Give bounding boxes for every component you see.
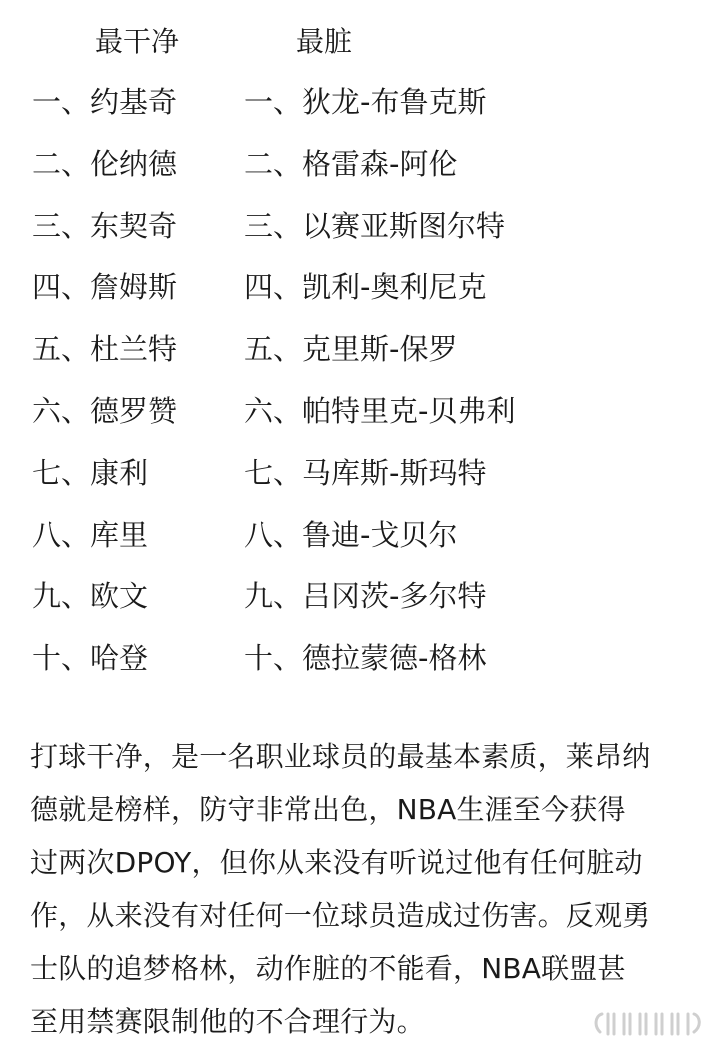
dirtiest-player: 二、格雷森-阿伦 bbox=[244, 146, 458, 181]
commentary-paragraph bbox=[30, 730, 696, 1048]
paragraph-line: 德就是榜样，防守非常出色，NBA生涯至今获得 bbox=[30, 793, 626, 826]
ranking-row bbox=[0, 513, 716, 575]
ranking-row bbox=[0, 451, 716, 513]
watermark-logo bbox=[586, 1002, 708, 1042]
header-dirtiest: 最脏 bbox=[296, 25, 353, 58]
paragraph-line: 士队的追梦格林，动作脏的不能看，NBA联盟甚 bbox=[30, 952, 626, 985]
cleanest-player: 一、约基奇 bbox=[32, 85, 178, 119]
column-headers bbox=[0, 22, 716, 62]
paragraph-line: 至用禁赛限制他的不合理行为。 bbox=[30, 1005, 425, 1038]
cleanest-player: 六、德罗赞 bbox=[32, 393, 178, 428]
dirtiest-player: 八、鲁迪-戈贝尔 bbox=[244, 517, 458, 552]
cleanest-player: 八、库里 bbox=[32, 517, 149, 552]
cleanest-player: 三、东契奇 bbox=[32, 208, 178, 243]
cleanest-player: 五、杜兰特 bbox=[32, 332, 178, 367]
dirtiest-player: 六、帕特里克-贝弗利 bbox=[244, 393, 516, 428]
ranking-row bbox=[0, 389, 716, 451]
cleanest-player: 二、伦纳德 bbox=[32, 146, 178, 181]
cleanest-player: 四、詹姆斯 bbox=[32, 270, 178, 305]
cleanest-player: 十、哈登 bbox=[32, 641, 149, 676]
ranking-list bbox=[0, 80, 716, 698]
cleanest-player: 七、康利 bbox=[32, 455, 149, 490]
ranking-row bbox=[0, 327, 716, 389]
ranking-row bbox=[0, 204, 716, 266]
dirtiest-player: 三、以赛亚斯图尔特 bbox=[244, 208, 506, 243]
dirtiest-player: 七、马库斯-斯玛特 bbox=[244, 455, 487, 490]
ranking-row bbox=[0, 80, 716, 142]
dirtiest-player: 十、德拉蒙德-格林 bbox=[244, 641, 487, 676]
ranking-row bbox=[0, 142, 716, 204]
paragraph-line: 打球干净，是一名职业球员的最基本素质，莱昂纳 bbox=[30, 740, 651, 773]
dirtiest-player: 一、狄龙-布鲁克斯 bbox=[244, 85, 487, 119]
paragraph-line: 作，从来没有对任何一位球员造成过伤害。反观勇 bbox=[30, 899, 651, 932]
paragraph-line: 过两次DPOY，但你从来没有听说过他有任何脏动 bbox=[30, 846, 643, 879]
ranking-row bbox=[0, 636, 716, 698]
dirtiest-player: 五、克里斯-保罗 bbox=[244, 332, 458, 367]
ranking-row bbox=[0, 574, 716, 636]
cleanest-player: 九、欧文 bbox=[32, 579, 149, 614]
dirtiest-player: 四、凯利-奥利尼克 bbox=[244, 270, 487, 305]
header-cleanest: 最干净 bbox=[95, 25, 180, 58]
ranking-row bbox=[0, 265, 716, 327]
watermark-logo-icon bbox=[586, 1002, 708, 1042]
dirtiest-player: 九、吕冈茨-多尔特 bbox=[244, 579, 487, 614]
